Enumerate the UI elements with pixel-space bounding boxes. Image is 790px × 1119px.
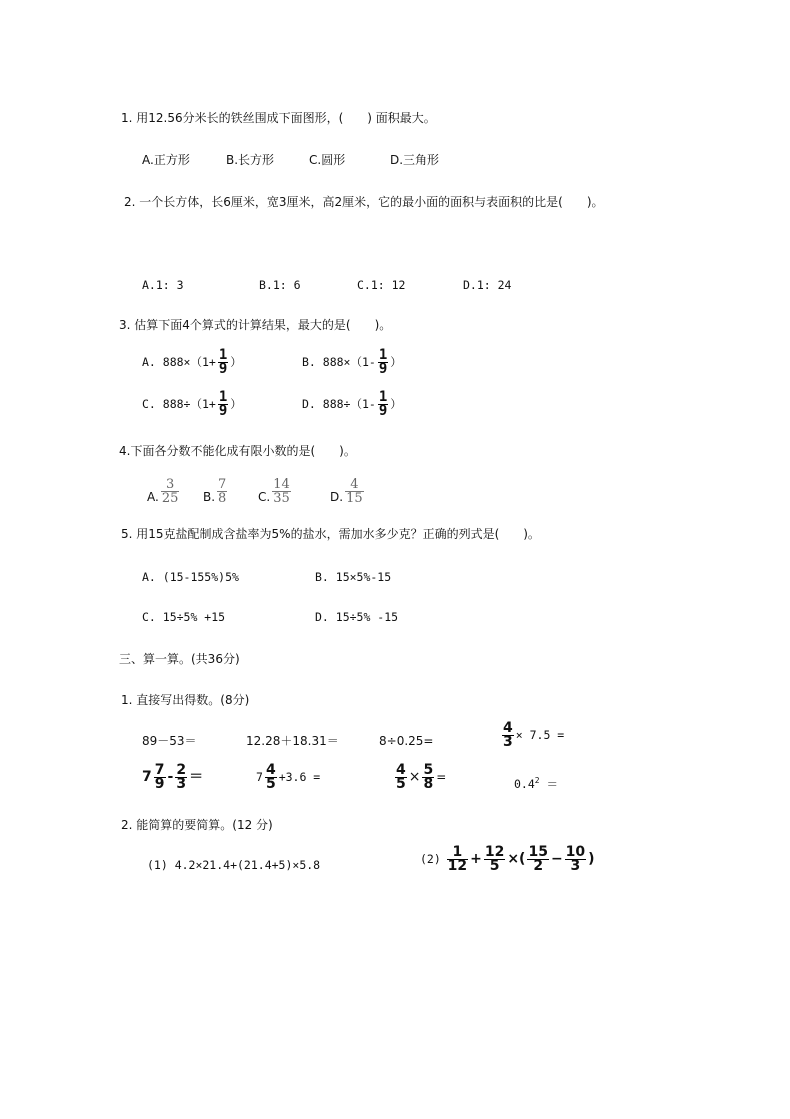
q3-a-close: ） <box>230 355 242 369</box>
simplify-2-label: (2) <box>420 852 441 866</box>
calc-r2-c2-whole: 7 <box>256 770 263 784</box>
q2-stem: 2. 一个长方体，长6厘米，宽3厘米，高2厘米，它的最小面的面积与表面积的比是( )。 <box>124 195 604 209</box>
calc-r2-c1-den1: 9 <box>154 776 165 792</box>
q3-d-close: ） <box>390 397 402 411</box>
q3-b-prefix: B. 888×（1- <box>302 355 376 369</box>
q4-c-label: C. <box>258 490 271 504</box>
simplify-2-f3-den: 2 <box>533 858 544 874</box>
q3-a-prefix: A. 888×（1+ <box>142 355 216 369</box>
calc-r2-c4-base: 0.4 <box>514 776 535 791</box>
q3-b-frac-num: 1 <box>378 347 388 363</box>
q4-stem: 4.下面各分数不能化成有限小数的是( )。 <box>119 444 356 458</box>
calc-r2-c3 <box>393 764 446 791</box>
simplify-2 <box>420 846 595 873</box>
q4-b-den: 8 <box>218 491 227 506</box>
calc-r2-c4-eq: ＝ <box>539 776 559 791</box>
simplify-2-f4-den: 3 <box>570 858 581 874</box>
section3-part2-title: 2. 能简算的要简算。(12 分) <box>121 818 273 832</box>
calc-r1-c4-den: 3 <box>503 734 513 750</box>
calc-r1-c4-num: 4 <box>503 720 513 736</box>
calc-r2-c1-whole: 7 <box>142 769 152 785</box>
q1-option-c: C.圆形 <box>309 153 346 167</box>
calc-r2-c3-den2: 8 <box>423 776 434 792</box>
calc-r2-c1-num1: 7 <box>154 762 165 778</box>
calc-r2-c3-op: × <box>408 769 421 785</box>
q4-a-label: A. <box>147 490 159 504</box>
simplify-2-f2-den: 5 <box>489 858 500 874</box>
q4-option-d <box>330 478 366 505</box>
calc-r2-c4-exp: 2 <box>534 776 540 785</box>
q4-b-num: 7 <box>218 477 227 492</box>
q3-c-prefix: C. 888÷（1+ <box>142 397 216 411</box>
simplify-2-minus: − <box>550 851 563 867</box>
q1-stem: 1. 用12.56分米长的铁丝围成下面图形，( ) 面积最大。 <box>121 111 436 125</box>
calc-r2-c2-num: 4 <box>265 762 276 778</box>
calc-r1-c3: 8÷0.25= <box>379 734 434 748</box>
q1-option-b: B.长方形 <box>226 153 275 167</box>
q5-option-a: A. (15-155%)5% <box>142 570 239 584</box>
calc-r2-c1-op: - <box>167 769 174 785</box>
calc-r2-c3-num1: 4 <box>396 762 406 778</box>
q4-option-b <box>203 478 229 505</box>
section3-part1-title: 1. 直接写出得数。(8分) <box>121 693 250 707</box>
q3-b-close: ） <box>390 355 402 369</box>
q3-d-frac-num: 1 <box>378 389 388 405</box>
calc-r2-c1 <box>142 764 203 791</box>
q3-a-frac-num: 1 <box>218 347 228 363</box>
simplify-2-f2-num: 12 <box>484 844 505 860</box>
simplify-2-times: ×( <box>507 851 526 867</box>
q4-d-den: 15 <box>346 491 363 506</box>
simplify-2-plus: + <box>470 851 482 867</box>
calc-r2-c2 <box>256 764 320 791</box>
simplify-1: (1) 4.2×21.4+(21.4+5)×5.8 <box>147 858 321 872</box>
calc-r1-c1: 89－53＝ <box>142 734 197 748</box>
calc-r2-c3-eq: = <box>436 770 447 784</box>
q5-option-d: D. 15÷5% -15 <box>315 610 399 624</box>
q4-c-den: 35 <box>273 491 290 506</box>
calc-r2-c4 <box>514 773 558 792</box>
q4-d-num: 4 <box>350 477 359 492</box>
q3-option-c <box>142 391 242 418</box>
q4-a-num: 3 <box>165 477 175 492</box>
q4-option-a <box>147 478 181 505</box>
q5-option-b: B. 15×5%-15 <box>315 570 392 584</box>
q3-d-frac-den: 9 <box>378 403 388 419</box>
simplify-2-f4-num: 10 <box>565 844 586 860</box>
q3-c-frac-den: 9 <box>218 403 228 419</box>
calc-r2-c3-num2: 5 <box>423 762 434 778</box>
q3-b-frac-den: 9 <box>378 361 388 377</box>
simplify-2-f1-den: 12 <box>447 858 468 874</box>
calc-r1-c2: 12.28＋18.31＝ <box>246 734 339 748</box>
q2-option-d: D.1: 24 <box>463 278 512 292</box>
q2-option-b: B.1: 6 <box>259 278 301 292</box>
calc-r2-c1-eq: ＝ <box>189 769 204 785</box>
calc-r1-c4-tail: × 7.5 = <box>515 728 565 742</box>
calc-r1-c4 <box>500 722 564 749</box>
calc-r2-c1-den2: 3 <box>176 776 187 792</box>
q4-option-c <box>258 478 293 505</box>
q1-option-d: D.三角形 <box>390 153 440 167</box>
q3-d-prefix: D. 888÷（1- <box>302 397 376 411</box>
q4-c-num: 14 <box>273 477 290 492</box>
q3-option-d <box>302 391 402 418</box>
q2-option-c: C.1: 12 <box>357 278 406 292</box>
simplify-2-close: ) <box>588 851 595 867</box>
simplify-2-f3-num: 15 <box>528 844 548 860</box>
q3-c-frac-num: 1 <box>218 389 228 405</box>
q5-stem: 5. 用15克盐配制成含盐率为5%的盐水，需加水多少克？正确的列式是( )。 <box>121 527 540 541</box>
q4-d-label: D. <box>330 490 344 504</box>
calc-r2-c2-den: 5 <box>265 776 276 792</box>
calc-r2-c3-den1: 5 <box>396 776 406 792</box>
section3-heading: 三、算一算。(共36分) <box>119 652 240 666</box>
q5-option-c: C. 15÷5% +15 <box>142 610 226 624</box>
simplify-2-f1-num: 1 <box>452 844 463 860</box>
q3-a-frac-den: 9 <box>218 361 228 377</box>
calc-r2-c1-num2: 2 <box>176 762 187 778</box>
q1-option-a: A.正方形 <box>142 153 190 167</box>
q4-a-den: 25 <box>161 491 179 506</box>
q3-option-b <box>302 349 402 376</box>
q2-option-a: A.1: 3 <box>142 278 184 292</box>
q4-b-label: B. <box>203 490 216 504</box>
calc-r2-c2-tail: +3.6 = <box>278 770 321 784</box>
q3-option-a <box>142 349 242 376</box>
q3-c-close: ） <box>230 397 242 411</box>
q3-stem: 3. 估算下面4个算式的计算结果，最大的是( )。 <box>119 318 392 332</box>
